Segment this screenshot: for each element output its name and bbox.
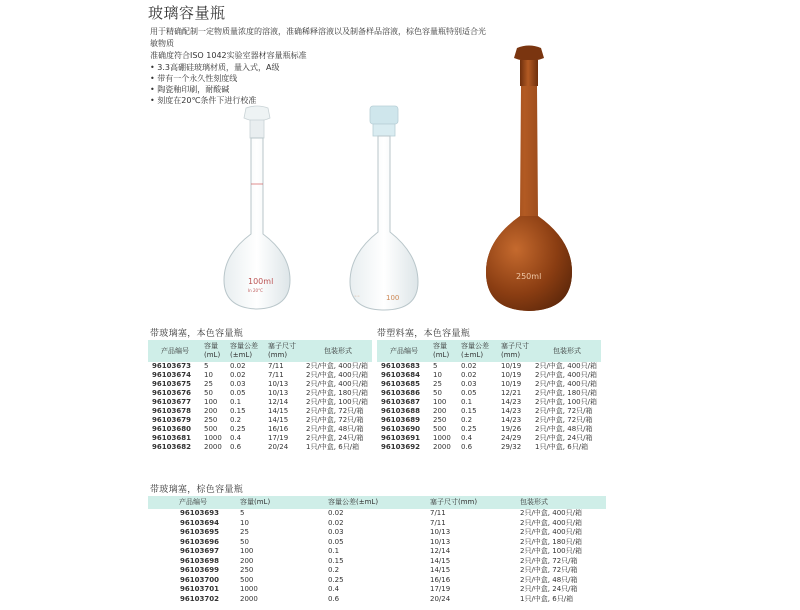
- col-header: 容量公差 (±mL): [228, 340, 266, 362]
- table-cell: 500: [433, 425, 447, 433]
- flask-sub-label: In 20°C: [248, 288, 263, 293]
- table-cell: 96103681: [152, 434, 191, 442]
- table-cell: 0.02: [328, 509, 344, 517]
- table-cell: 2只/中盒, 400只/箱: [535, 380, 597, 388]
- table-cell: 96103690: [381, 425, 420, 433]
- table-cell: 0.03: [230, 380, 246, 388]
- table-cell: 96103698: [180, 556, 219, 565]
- table-row: [148, 389, 372, 398]
- table-cell: 10/19: [501, 371, 522, 379]
- col-header: 容量 (mL): [431, 340, 459, 362]
- table-cell: 10: [433, 371, 442, 379]
- table-row: [148, 519, 606, 529]
- col-header: 产品编号: [377, 340, 431, 362]
- col-header: 塞子尺寸 (mm): [499, 340, 533, 362]
- flask-volume-label: 250ml: [516, 272, 542, 281]
- table-row: [148, 576, 606, 586]
- table-row: [148, 585, 606, 595]
- table-cell: 2只/中盒, 400只/箱: [520, 518, 582, 527]
- table-cell: 2只/中盒, 72只/箱: [520, 556, 578, 565]
- table-cell: 10/19: [501, 380, 522, 388]
- table-cell: 0.02: [230, 371, 246, 379]
- table-cell: 12/14: [430, 547, 451, 555]
- table-cell: 500: [240, 575, 254, 584]
- table-cell: 0.05: [461, 389, 477, 397]
- col-header: 容量公差(±mL): [326, 496, 428, 509]
- col-header: 塞子尺寸(mm): [428, 496, 518, 509]
- col-header: 容量公差 (±mL): [459, 340, 499, 362]
- table-cell: 16/16: [430, 575, 451, 584]
- table-cell: 10: [240, 518, 249, 527]
- table-row: [377, 425, 601, 434]
- table-cell: 0.15: [328, 556, 344, 565]
- table-cell: 96103696: [180, 537, 219, 546]
- table-cell: 14/15: [430, 566, 451, 574]
- table-cell: 10/13: [268, 389, 289, 397]
- col-header: 包装形式: [518, 496, 606, 509]
- table-cell: 14/15: [268, 407, 289, 415]
- table-cell: 200: [240, 556, 254, 565]
- table-cell: 96103697: [180, 547, 219, 555]
- table2-title: 带塑料塞，本色容量瓶: [377, 329, 471, 339]
- table-cell: 14/23: [501, 416, 522, 424]
- table-cell: 96103675: [152, 380, 191, 388]
- intro-line: 准确度符合ISO 1042实验室器材容量瓶标准: [150, 51, 307, 60]
- table-row: [148, 407, 372, 416]
- table3-title: 带玻璃塞，棕色容量瓶: [150, 485, 244, 495]
- table-cell: 2只/中盒, 72只/箱: [306, 407, 364, 415]
- table-cell: 2只/中盒, 48只/箱: [535, 425, 593, 433]
- table-cell: 96103689: [381, 416, 420, 424]
- table-cell: 10/19: [501, 362, 522, 370]
- table-row: [377, 398, 601, 407]
- table-row: [377, 434, 601, 443]
- table-cell: 0.2: [328, 566, 340, 574]
- table-cell: 0.6: [461, 443, 473, 451]
- table-cell: 96103685: [381, 380, 420, 388]
- table-cell: 5: [433, 362, 438, 370]
- table-cell: 96103676: [152, 389, 191, 397]
- table-cell: 2只/中盒, 24只/箱: [520, 585, 578, 593]
- table-cell: 200: [204, 407, 218, 415]
- table-cell: 96103678: [152, 407, 191, 415]
- table-row: [377, 407, 601, 416]
- table-row: [148, 434, 372, 443]
- table-cell: 96103701: [180, 585, 219, 593]
- table-cell: 500: [204, 425, 218, 433]
- table-cell: 0.02: [461, 362, 477, 370]
- table-cell: 0.25: [328, 575, 344, 584]
- table-cell: 14/23: [501, 407, 522, 415]
- table-cell: 2只/中盒, 400只/箱: [306, 371, 368, 379]
- table-cell: 14/15: [268, 416, 289, 424]
- table-row: [377, 389, 601, 398]
- table-cell: 1000: [433, 434, 451, 442]
- col-header: 产品编号: [148, 496, 238, 509]
- table-cell: 250: [433, 416, 447, 424]
- table-cell: 16/16: [268, 425, 289, 433]
- table-cell: 1只/中盒, 6只/箱: [535, 443, 589, 451]
- table-cell: 10/13: [430, 537, 451, 546]
- table-cell: 96103687: [381, 398, 420, 406]
- table-cell: 96103683: [381, 362, 420, 370]
- table-cell: 1只/中盒, 6只/箱: [520, 594, 574, 603]
- table-cell: 0.2: [461, 416, 473, 424]
- table-cell: 14/15: [430, 556, 451, 565]
- clear-plastic-stopper-table: [377, 340, 601, 452]
- table-cell: 96103700: [180, 575, 219, 584]
- table-cell: 2只/中盒, 100只/箱: [535, 398, 597, 406]
- table-cell: 7/11: [268, 362, 284, 370]
- table-cell: 250: [240, 566, 254, 574]
- table-cell: 2只/中盒, 72只/箱: [535, 416, 593, 424]
- feature-item: • 刻度在20℃条件下进行校准: [150, 96, 257, 105]
- col-header: 塞子尺寸 (mm): [266, 340, 304, 362]
- intro-text: [150, 26, 490, 62]
- table-cell: 2只/中盒, 400只/箱: [306, 380, 368, 388]
- table-cell: 2只/中盒, 72只/箱: [306, 416, 364, 424]
- table-cell: 100: [204, 398, 218, 406]
- table-row: [377, 371, 601, 380]
- table-cell: 10/13: [430, 528, 451, 536]
- col-header: 容量(mL): [238, 496, 326, 509]
- table-row: [148, 398, 372, 407]
- table-cell: 7/11: [268, 371, 284, 379]
- feature-item: • 带有一个永久性刻度线: [150, 74, 238, 83]
- table-row: [148, 538, 606, 548]
- table-cell: 1000: [204, 434, 222, 442]
- flask-volume-label: 100: [386, 294, 400, 302]
- table-cell: 2只/中盒, 100只/箱: [306, 398, 368, 406]
- table-cell: 2000: [204, 443, 222, 451]
- svg-text:◦◦: ◦◦: [354, 294, 360, 300]
- table-row: [148, 380, 372, 389]
- table-cell: 10: [204, 371, 213, 379]
- table-cell: 17/19: [268, 434, 289, 442]
- table-cell: 100: [240, 547, 254, 555]
- table-cell: 0.15: [461, 407, 477, 415]
- table-cell: 5: [204, 362, 209, 370]
- table-row: [377, 362, 601, 371]
- table-row: [148, 443, 372, 452]
- table-cell: 29/32: [501, 443, 522, 451]
- table-row: [377, 416, 601, 425]
- feature-list: [150, 62, 279, 106]
- table-cell: 200: [433, 407, 447, 415]
- table-cell: 0.1: [230, 398, 242, 406]
- table-cell: 0.1: [461, 398, 473, 406]
- table-cell: 96103680: [152, 425, 191, 433]
- table-cell: 7/11: [430, 509, 446, 517]
- table-cell: 96103694: [180, 518, 219, 527]
- table-cell: 0.03: [461, 380, 477, 388]
- table-cell: 2只/中盒, 180只/箱: [520, 537, 582, 546]
- table-cell: 0.15: [230, 407, 246, 415]
- table-cell: 96103693: [180, 509, 219, 517]
- table-cell: 2只/中盒, 400只/箱: [535, 362, 597, 370]
- table-cell: 50: [433, 389, 442, 397]
- col-header: 包装形式: [533, 340, 601, 362]
- flask-volume-label: 100ml: [248, 277, 274, 286]
- col-header: 包装形式: [304, 340, 372, 362]
- table-row: [148, 557, 606, 567]
- feature-item: • 3.3高硼硅玻璃材质，量入式，A级: [150, 63, 280, 72]
- table-row: [148, 509, 606, 519]
- table-cell: 2只/中盒, 24只/箱: [306, 434, 364, 442]
- table-cell: 2000: [240, 594, 258, 603]
- table-cell: 25: [433, 380, 442, 388]
- table-cell: 19/26: [501, 425, 522, 433]
- clear-glass-stopper-table: [148, 340, 372, 452]
- table-cell: 10/13: [268, 380, 289, 388]
- table-cell: 0.2: [230, 416, 242, 424]
- page-title: 玻璃容量瓶: [148, 4, 226, 22]
- table-row: [148, 416, 372, 425]
- table-row: [148, 528, 606, 538]
- table-cell: 96103699: [180, 566, 219, 574]
- table-cell: 100: [433, 398, 447, 406]
- table-cell: 12/14: [268, 398, 289, 406]
- table-cell: 96103692: [381, 443, 420, 451]
- table-cell: 0.4: [461, 434, 473, 442]
- table-cell: 50: [240, 537, 249, 546]
- clear-flask-glass-stopper-image: [218, 104, 296, 314]
- table-cell: 2只/中盒, 100只/箱: [520, 547, 582, 555]
- table-cell: 2只/中盒, 72只/箱: [535, 407, 593, 415]
- table-cell: 0.6: [230, 443, 242, 451]
- table-cell: 2只/中盒, 24只/箱: [535, 434, 593, 442]
- table-cell: 2只/中盒, 180只/箱: [306, 389, 368, 397]
- table-cell: 2只/中盒, 400只/箱: [535, 371, 597, 379]
- table-cell: 0.05: [230, 389, 246, 397]
- table-cell: 0.02: [461, 371, 477, 379]
- table-cell: 2只/中盒, 400只/箱: [520, 509, 582, 517]
- table-cell: 250: [204, 416, 218, 424]
- table-cell: 2只/中盒, 400只/箱: [520, 528, 582, 536]
- clear-flask-plastic-stopper-image: [344, 104, 424, 314]
- col-header: 容量 (mL): [202, 340, 228, 362]
- table-row: [148, 595, 606, 605]
- col-header: 产品编号: [148, 340, 202, 362]
- table-row: [377, 380, 601, 389]
- table-cell: 96103677: [152, 398, 191, 406]
- table-row: [148, 362, 372, 371]
- table-cell: 20/24: [268, 443, 289, 451]
- table-cell: 96103673: [152, 362, 191, 370]
- table-cell: 2只/中盒, 48只/箱: [520, 575, 578, 584]
- table-cell: 96103702: [180, 594, 219, 603]
- table-cell: 25: [240, 528, 249, 536]
- table-cell: 0.25: [461, 425, 477, 433]
- intro-line: 用于精确配制一定物质量浓度的溶液，准确稀释溶液以及制备样品溶液，棕色容量瓶特别适合光敏物质: [150, 27, 486, 48]
- table-cell: 0.4: [328, 585, 340, 593]
- table-cell: 96103682: [152, 443, 191, 451]
- table-cell: 0.03: [328, 528, 344, 536]
- table-row: [148, 425, 372, 434]
- table-cell: 1000: [240, 585, 258, 593]
- table-cell: 0.05: [328, 537, 344, 546]
- table-cell: 0.25: [230, 425, 246, 433]
- table-cell: 2只/中盒, 48只/箱: [306, 425, 364, 433]
- table-cell: 2只/中盒, 72只/箱: [520, 566, 578, 574]
- table-row: [148, 566, 606, 576]
- table-row: [148, 371, 372, 380]
- table-cell: 0.4: [230, 434, 242, 442]
- amber-glass-stopper-table: [148, 496, 606, 604]
- table-cell: 0.02: [328, 518, 344, 527]
- table-row: [148, 547, 606, 557]
- table-cell: 2只/中盒, 180只/箱: [535, 389, 597, 397]
- table-cell: 0.1: [328, 547, 340, 555]
- table-cell: 24/29: [501, 434, 522, 442]
- amber-flask-image: [482, 44, 576, 316]
- table-cell: 2只/中盒, 400只/箱: [306, 362, 368, 370]
- table-cell: 96103684: [381, 371, 420, 379]
- table-cell: 7/11: [430, 518, 446, 527]
- table-cell: 96103695: [180, 528, 219, 536]
- table-row: [377, 443, 601, 452]
- table-cell: 96103688: [381, 407, 420, 415]
- table1-title: 带玻璃塞，本色容量瓶: [150, 329, 244, 339]
- table-cell: 14/23: [501, 398, 522, 406]
- table-cell: 50: [204, 389, 213, 397]
- table-cell: 12/21: [501, 389, 522, 397]
- table-cell: 5: [240, 509, 245, 517]
- table-cell: 96103679: [152, 416, 191, 424]
- table-cell: 96103691: [381, 434, 420, 442]
- table-cell: 0.6: [328, 594, 340, 603]
- table-cell: 1只/中盒, 6只/箱: [306, 443, 360, 451]
- table-cell: 96103674: [152, 371, 191, 379]
- table-cell: 96103686: [381, 389, 420, 397]
- table-cell: 20/24: [430, 594, 451, 603]
- feature-item: • 陶瓷釉印刷，耐酸碱: [150, 85, 230, 94]
- table-cell: 0.02: [230, 362, 246, 370]
- table-cell: 2000: [433, 443, 451, 451]
- table-cell: 17/19: [430, 585, 451, 593]
- table-cell: 25: [204, 380, 213, 388]
